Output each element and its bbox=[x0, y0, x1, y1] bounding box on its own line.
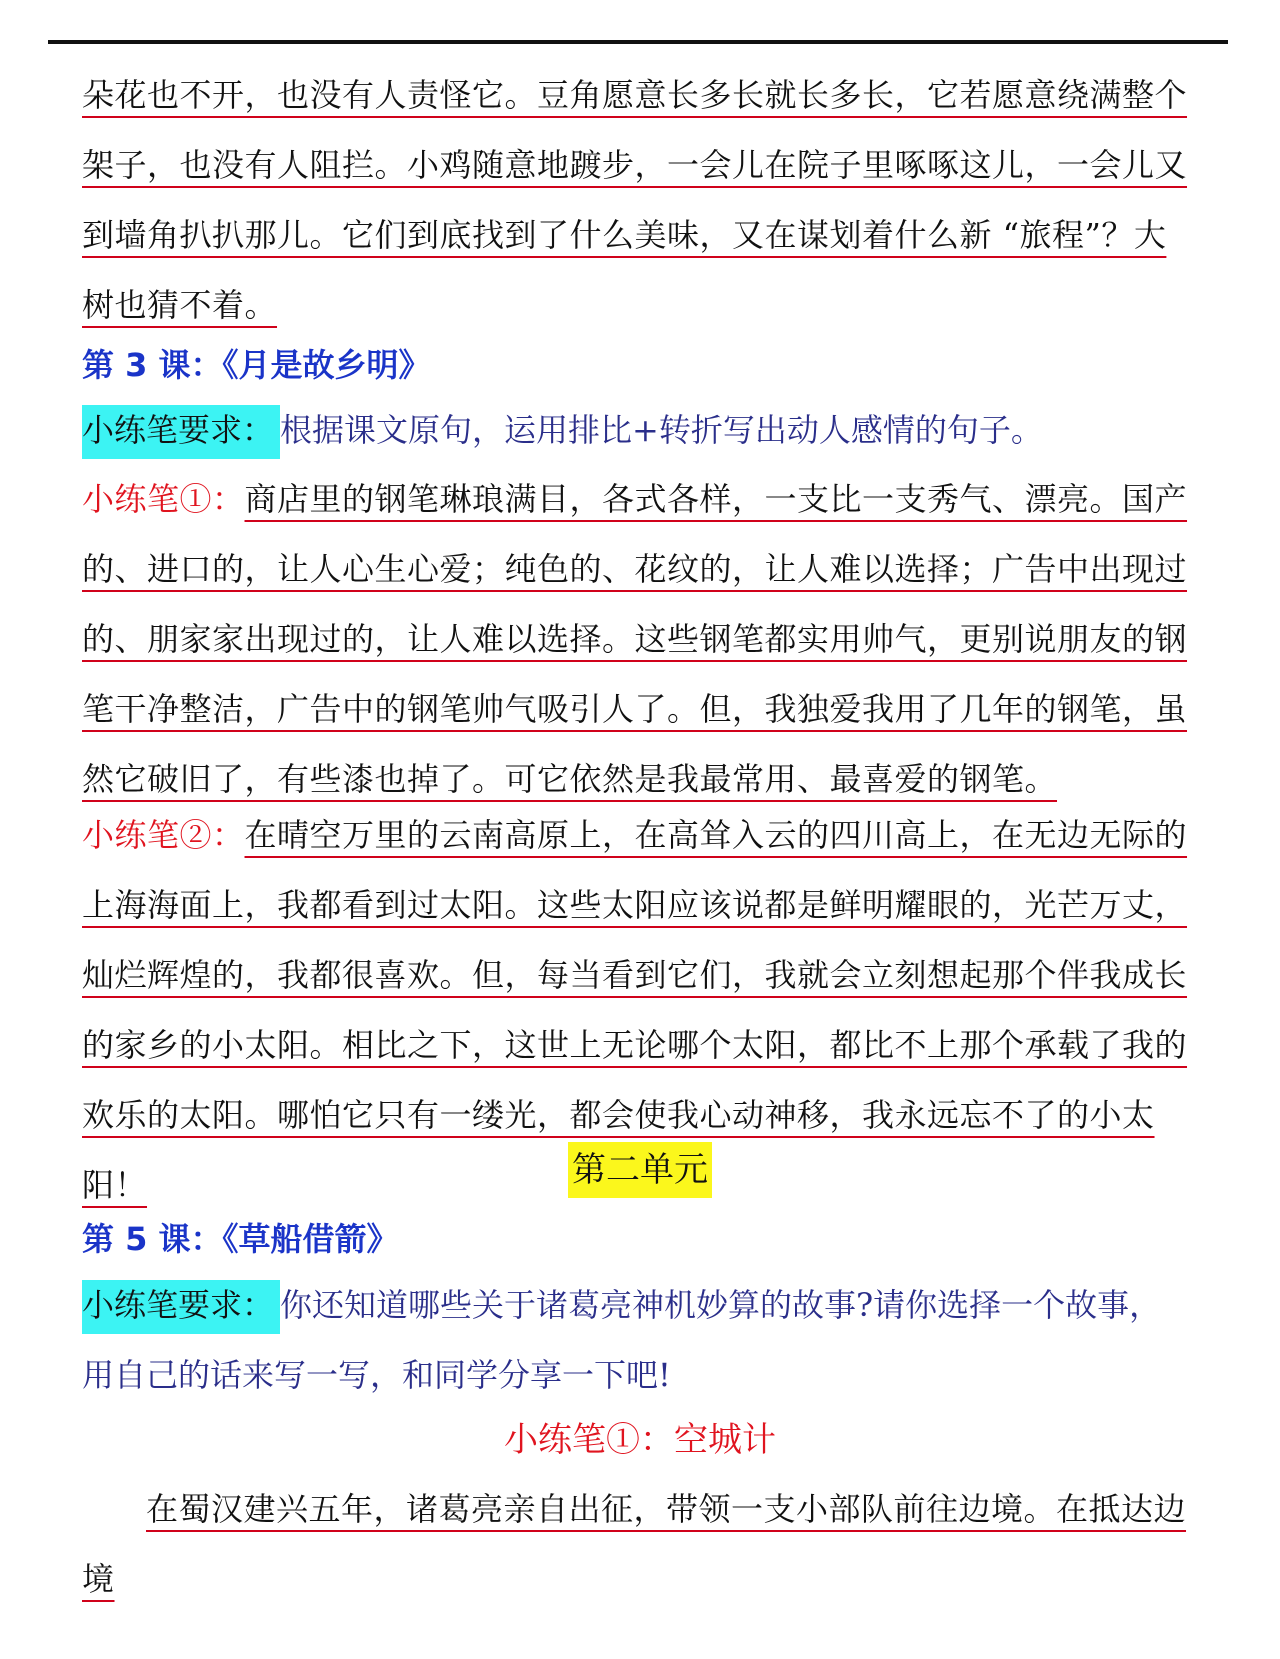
requirement-text: 根据课文原句，运用排比+转折写出动人感情的句子。 bbox=[280, 411, 1043, 449]
lesson-5-practice-1 bbox=[82, 1474, 1192, 1614]
paragraph-text: 朵花也不开，也没有人责怪它。豆角愿意长多长就长多长，它若愿意绕满整个架子，也没有人阻拦。小鸡随意地踱步，一会儿在院子里啄啄这儿，一会儿又到墙角扒扒那儿。它们到底找到了什么美味，又在谋划着什么新 “旅程”？大树也猜不着。 bbox=[82, 76, 1188, 324]
requirement-text: 你还知道哪些关于诸葛亮神机妙算的故事?请你选择一个故事，用自己的话来写一写，和同学分享一下吧! bbox=[82, 1286, 1162, 1394]
practice-text: 在晴空万里的云南高原上，在高耸入云的四川高上，在无边无际的上海海面上，我都看到过太阳。这些太阳应该说都是鲜明耀眼的，光芒万丈，灿烂辉煌的，我都很喜欢。但，每当看到它们，我就会立刻想起那个伴我成长的家乡的小太阳。相比之下，这世上无论哪个太阳，都比不上那个承载了我的欢乐的太阳。哪怕它只有一缕光，都会使我心动神移，我永远忘不了的小太阳！ bbox=[82, 816, 1188, 1204]
practice-text: 商店里的钢笔琳琅满目，各式各样，一支比一支秀气、漂亮。国产的、进口的，让人心生心爱；纯色的、花纹的，让人难以选择；广告中出现过的、朋家家出现过的，让人难以选择。这些钢笔都实用帅气，更别说朋友的钢笔干净整洁，广告中的钢笔帅气吸引人了。但，我独爱我用了几年的钢笔，虽然它破旧了，有些漆也掉了。可它依然是我最常用、最喜爱的钢笔。 bbox=[82, 480, 1188, 798]
lesson-3-title: 第 3 课：《月是故乡明》 bbox=[82, 346, 431, 384]
practice-label: 小练笔②： bbox=[82, 816, 245, 854]
unit-heading-row bbox=[0, 1142, 1280, 1198]
requirement-label: 小练笔要求： bbox=[82, 405, 280, 459]
paragraph-continued bbox=[82, 60, 1192, 340]
lesson-3-requirement bbox=[82, 395, 1192, 465]
lesson-5-requirement bbox=[82, 1270, 1192, 1410]
practice-label: 小练笔①： bbox=[82, 480, 245, 518]
practice-text: 在蜀汉建兴五年，诸葛亮亲自出征，带领一支小部队前往边境。在抵达边境 bbox=[82, 1490, 1187, 1598]
practice-heading: 小练笔①：空城计 bbox=[504, 1420, 776, 1460]
requirement-label: 小练笔要求： bbox=[82, 1280, 280, 1334]
lesson-3-practice-1 bbox=[82, 464, 1192, 814]
top-rule bbox=[48, 40, 1228, 44]
lesson-5-title: 第 5 课：《草船借箭》 bbox=[82, 1220, 399, 1258]
unit-title: 第二单元 bbox=[568, 1142, 712, 1198]
